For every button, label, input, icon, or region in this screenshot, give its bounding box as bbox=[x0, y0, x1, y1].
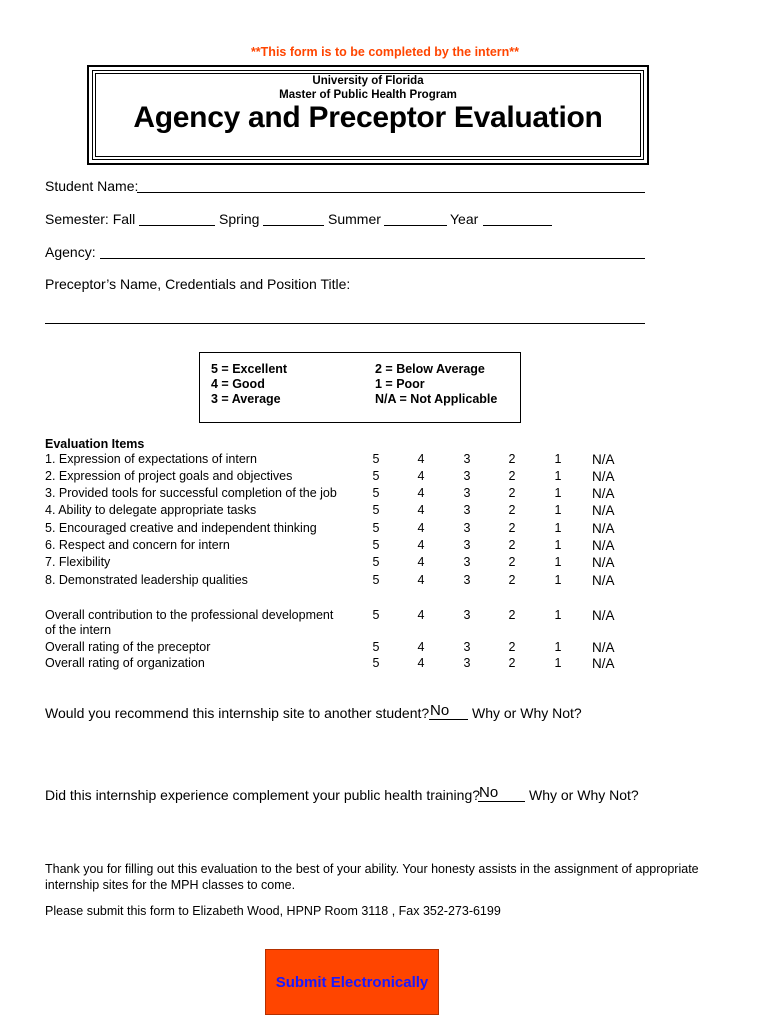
rating-option-5[interactable]: 5 bbox=[372, 640, 380, 654]
rating-option-1[interactable]: 1 bbox=[554, 469, 562, 483]
semester-fall-label: Semester: Fall bbox=[45, 211, 136, 227]
semester-summer-label: Summer bbox=[328, 211, 381, 227]
rating-option-3[interactable]: 3 bbox=[463, 656, 471, 670]
rating-option-1[interactable]: 1 bbox=[554, 521, 562, 535]
university-name: University of Florida bbox=[312, 75, 424, 87]
agency-field[interactable] bbox=[100, 243, 645, 259]
evaluation-item: 3. Provided tools for successful completion of the job bbox=[45, 486, 337, 500]
overall-contribution-line2: of the intern bbox=[45, 623, 112, 637]
recommend-answer: No bbox=[430, 702, 450, 719]
rating-option-2[interactable]: 2 bbox=[508, 573, 516, 587]
evaluation-item: 5. Encouraged creative and independent thinking bbox=[45, 521, 317, 535]
rating-option-3[interactable]: 3 bbox=[463, 608, 471, 622]
rating-option-na[interactable]: N/A bbox=[592, 469, 615, 484]
rating-option-na[interactable]: N/A bbox=[592, 555, 615, 570]
preceptor-label: Preceptor’s Name, Credentials and Position Title: bbox=[45, 276, 351, 292]
rating-option-1[interactable]: 1 bbox=[554, 573, 562, 587]
evaluation-item: 2. Expression of project goals and objectives bbox=[45, 469, 293, 483]
page-title: Agency and Preceptor Evaluation bbox=[133, 101, 603, 134]
rating-option-5[interactable]: 5 bbox=[372, 573, 380, 587]
rating-option-3[interactable]: 3 bbox=[463, 486, 471, 500]
evaluation-heading: Evaluation Items bbox=[45, 437, 145, 451]
rating-option-3[interactable]: 3 bbox=[463, 452, 471, 466]
rating-option-4[interactable]: 4 bbox=[417, 656, 425, 670]
rating-option-4[interactable]: 4 bbox=[417, 608, 425, 622]
rating-option-4[interactable]: 4 bbox=[417, 538, 425, 552]
rating-option-na[interactable]: N/A bbox=[592, 538, 615, 553]
evaluation-item: 7. Flexibility bbox=[45, 555, 111, 569]
rating-option-na[interactable]: N/A bbox=[592, 503, 615, 518]
overall-organization-item: Overall rating of organization bbox=[45, 656, 205, 670]
rating-option-3[interactable]: 3 bbox=[463, 640, 471, 654]
rating-option-5[interactable]: 5 bbox=[372, 486, 380, 500]
evaluation-item: 1. Expression of expectations of intern bbox=[45, 452, 257, 466]
rating-option-5[interactable]: 5 bbox=[372, 469, 380, 483]
rating-option-3[interactable]: 3 bbox=[463, 538, 471, 552]
rating-option-na[interactable]: N/A bbox=[592, 608, 615, 623]
agency-label: Agency: bbox=[45, 244, 96, 260]
rating-option-na[interactable]: N/A bbox=[592, 521, 615, 536]
training-answer: No bbox=[479, 784, 499, 801]
legend-below-average: 2 = Below Average bbox=[375, 362, 485, 376]
semester-fall-field[interactable] bbox=[139, 210, 215, 226]
recommend-question: Would you recommend this internship site to another student? bbox=[45, 705, 430, 721]
rating-option-5[interactable]: 5 bbox=[372, 555, 380, 569]
rating-option-1[interactable]: 1 bbox=[554, 555, 562, 569]
rating-option-2[interactable]: 2 bbox=[508, 486, 516, 500]
submission-info: Please submit this form to Elizabeth Wood, HPNP Room 3118 , Fax 352-273-6199 bbox=[45, 904, 501, 918]
rating-option-5[interactable]: 5 bbox=[372, 503, 380, 517]
rating-option-1[interactable]: 1 bbox=[554, 503, 562, 517]
recommend-why-label: Why or Why Not? bbox=[472, 705, 582, 721]
rating-option-3[interactable]: 3 bbox=[463, 573, 471, 587]
training-answer-field[interactable] bbox=[478, 784, 525, 802]
evaluation-item: 4. Ability to delegate appropriate tasks bbox=[45, 503, 257, 517]
legend-average: 3 = Average bbox=[211, 392, 281, 406]
training-why-label: Why or Why Not? bbox=[529, 787, 639, 803]
rating-option-na[interactable]: N/A bbox=[592, 573, 615, 588]
rating-option-na[interactable]: N/A bbox=[592, 486, 615, 501]
rating-option-3[interactable]: 3 bbox=[463, 521, 471, 535]
rating-option-5[interactable]: 5 bbox=[372, 521, 380, 535]
rating-option-na[interactable]: N/A bbox=[592, 656, 615, 671]
submit-button-label: Submit Electronically bbox=[275, 973, 429, 991]
overall-preceptor-item: Overall rating of the preceptor bbox=[45, 640, 211, 654]
rating-option-2[interactable]: 2 bbox=[508, 469, 516, 483]
rating-option-5[interactable]: 5 bbox=[372, 452, 380, 466]
header-institution bbox=[87, 74, 649, 102]
rating-option-5[interactable]: 5 bbox=[372, 608, 380, 622]
semester-spring-field[interactable] bbox=[263, 210, 324, 226]
evaluation-item: 8. Demonstrated leadership qualities bbox=[45, 573, 248, 587]
rating-option-1[interactable]: 1 bbox=[554, 640, 562, 654]
rating-option-3[interactable]: 3 bbox=[463, 503, 471, 517]
rating-option-5[interactable]: 5 bbox=[372, 538, 380, 552]
legend-poor: 1 = Poor bbox=[375, 377, 425, 391]
rating-option-2[interactable]: 2 bbox=[508, 452, 516, 466]
rating-option-4[interactable]: 4 bbox=[417, 521, 425, 535]
recommend-answer-field[interactable] bbox=[429, 702, 468, 720]
legend-good: 4 = Good bbox=[211, 377, 265, 391]
legend-left bbox=[211, 362, 287, 407]
thank-you-text: Thank you for filling out this evaluation to the best of your ability. Your honesty assists in the assignment of appropriate internship sites for the MPH classes to come. bbox=[45, 862, 699, 892]
intern-notice: **This form is to be completed by the intern** bbox=[250, 45, 520, 59]
semester-summer-field[interactable] bbox=[384, 210, 447, 226]
student-name-label: Student Name: bbox=[45, 178, 139, 194]
training-question: Did this internship experience complement your public health training? bbox=[45, 787, 481, 803]
rating-option-na[interactable]: N/A bbox=[592, 640, 615, 655]
rating-option-4[interactable]: 4 bbox=[417, 486, 425, 500]
rating-option-4[interactable]: 4 bbox=[417, 452, 425, 466]
rating-option-2[interactable]: 2 bbox=[508, 538, 516, 552]
rating-option-4[interactable]: 4 bbox=[417, 555, 425, 569]
rating-option-1[interactable]: 1 bbox=[554, 486, 562, 500]
rating-option-na[interactable]: N/A bbox=[592, 452, 615, 467]
program-name: Master of Public Health Program bbox=[279, 89, 457, 101]
rating-option-2[interactable]: 2 bbox=[508, 503, 516, 517]
year-field[interactable] bbox=[483, 210, 552, 226]
rating-option-4[interactable]: 4 bbox=[417, 469, 425, 483]
rating-option-3[interactable]: 3 bbox=[463, 555, 471, 569]
rating-option-1[interactable]: 1 bbox=[554, 538, 562, 552]
rating-option-4[interactable]: 4 bbox=[417, 640, 425, 654]
overall-contribution-item bbox=[45, 608, 333, 638]
rating-option-4[interactable]: 4 bbox=[417, 573, 425, 587]
rating-option-2[interactable]: 2 bbox=[508, 640, 516, 654]
rating-option-1[interactable]: 1 bbox=[554, 608, 562, 622]
student-name-field[interactable] bbox=[137, 177, 645, 193]
legend-excellent: 5 = Excellent bbox=[211, 362, 288, 376]
legend-not-applicable: N/A = Not Applicable bbox=[375, 392, 498, 406]
rating-option-1[interactable]: 1 bbox=[554, 656, 562, 670]
year-label: Year bbox=[450, 211, 479, 227]
rating-option-3[interactable]: 3 bbox=[463, 469, 471, 483]
preceptor-field[interactable] bbox=[45, 308, 645, 324]
submit-electronically-button[interactable] bbox=[265, 949, 439, 1015]
rating-option-5[interactable]: 5 bbox=[372, 656, 380, 670]
legend-right bbox=[375, 362, 497, 407]
semester-spring-label: Spring bbox=[219, 211, 260, 227]
rating-option-2[interactable]: 2 bbox=[508, 608, 516, 622]
rating-option-1[interactable]: 1 bbox=[554, 452, 562, 466]
evaluation-item: 6. Respect and concern for intern bbox=[45, 538, 230, 552]
rating-option-2[interactable]: 2 bbox=[508, 521, 516, 535]
rating-option-2[interactable]: 2 bbox=[508, 555, 516, 569]
overall-contribution-line1: Overall contribution to the professional development bbox=[45, 608, 334, 622]
rating-option-2[interactable]: 2 bbox=[508, 656, 516, 670]
rating-option-4[interactable]: 4 bbox=[417, 503, 425, 517]
